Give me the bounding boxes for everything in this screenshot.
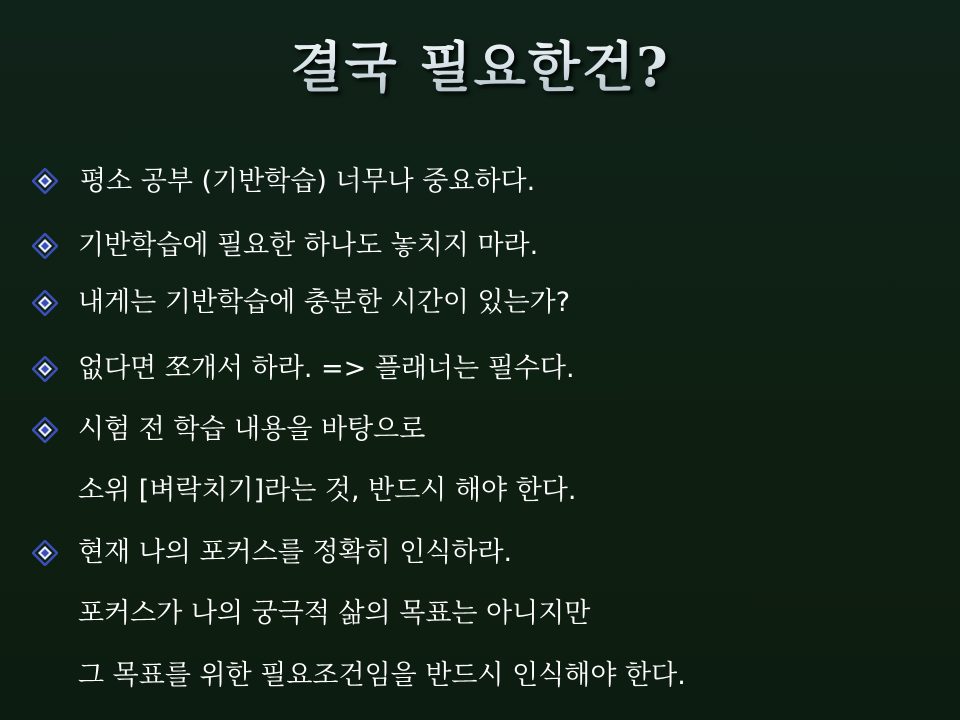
diamond-bullet-icon [32,540,58,566]
continuation-text: 포커스가 나의 궁극적 삶의 목표는 아니지만 [78,598,591,629]
diamond-bullet-icon [32,290,58,316]
slide-title: 결국 필요한건? [0,22,960,112]
diamond-bullet-icon [32,417,58,443]
continuation-text: 소위 [벼락치기]라는 것, 반드시 해야 한다. [78,475,577,506]
bullet-text: 기반학습에 필요한 하나도 놓치지 마라. [78,230,539,261]
continuation-text: 그 목표를 위한 필요조건임을 반드시 인식해야 한다. [78,660,686,691]
bullet-text: 내게는 기반학습에 충분한 시간이 있는가? [78,287,571,318]
diamond-bullet-icon [32,168,58,194]
bullet-text: 평소 공부 (기반학습) 너무나 중요하다. [80,166,536,197]
diamond-bullet-icon [32,233,58,259]
bullet-text: 없다면 쪼개서 하라. => 플래너는 필수다. [78,353,575,384]
bullet-text: 시험 전 학습 내용을 바탕으로 [78,414,426,445]
diamond-bullet-icon [32,356,58,382]
bullet-text: 현재 나의 포커스를 정확히 인식하라. [78,537,513,568]
